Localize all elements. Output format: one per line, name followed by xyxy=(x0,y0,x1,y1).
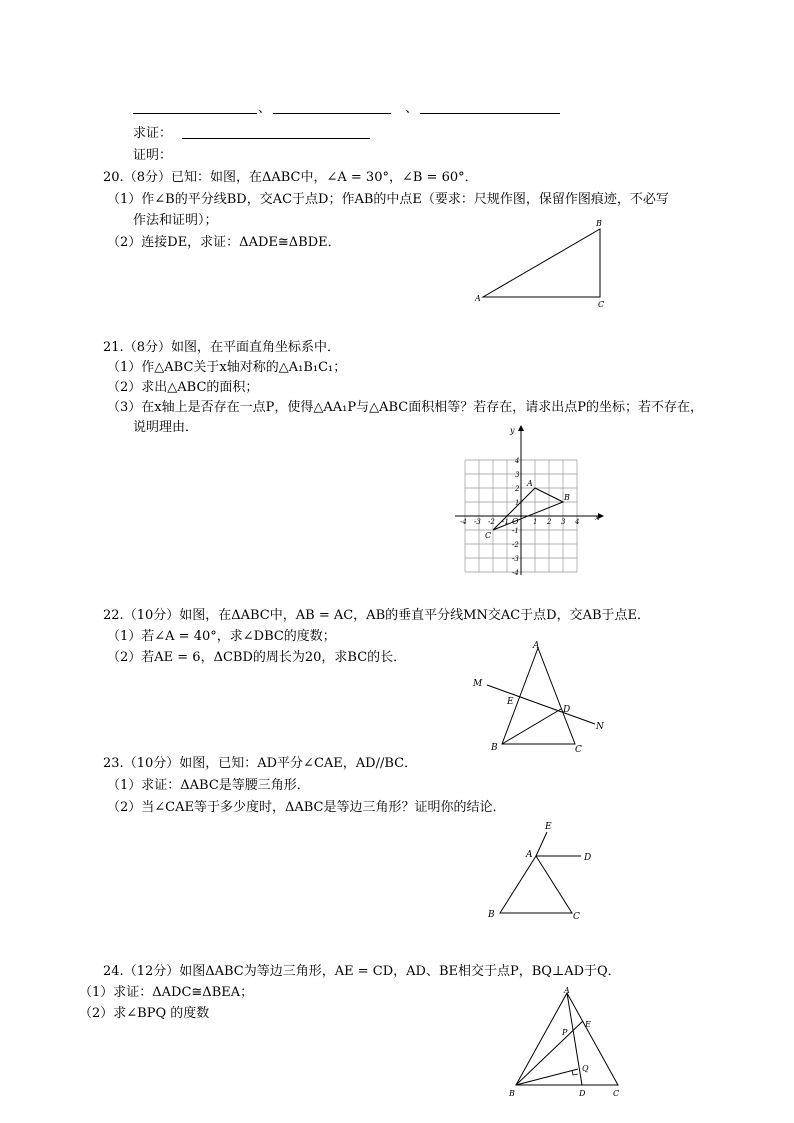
q21-part2: （2）求出△ABC的面积； xyxy=(107,380,259,395)
q22-label-c: C xyxy=(575,745,582,755)
origin-label: O xyxy=(512,517,519,526)
q23-number: 23. xyxy=(103,756,124,771)
q21-label-c: C xyxy=(485,531,492,540)
q22-number: 22. xyxy=(103,608,124,623)
answer-blank-2[interactable] xyxy=(273,113,391,114)
q21-coordinate-grid xyxy=(450,425,610,580)
q20-number: 20. xyxy=(103,170,124,185)
q24-label-e: E xyxy=(585,1020,591,1029)
q24-part2: （2）求∠BPQ 的度数 xyxy=(79,1006,210,1021)
y-tick-label: 3 xyxy=(515,471,520,479)
y-tick-label: -3 xyxy=(512,555,519,563)
q21-part3-cont: 说明理由． xyxy=(133,420,199,435)
x-axis-label: x xyxy=(595,513,600,522)
q20-text: 已知：如图，在ΔABC中，∠A = 30°，∠B = 60°． xyxy=(170,170,478,185)
q22-stem xyxy=(103,608,650,624)
q21-label-b: B xyxy=(564,493,570,502)
qiuzheng-label: 求证： xyxy=(133,126,173,141)
q23-part2: （2）当∠CAE等于多少度时，ΔABC是等边三角形？证明你的结论． xyxy=(107,800,506,815)
q24-figure xyxy=(500,985,635,1105)
answer-blank-3[interactable] xyxy=(420,113,560,114)
x-tick-label: 4 xyxy=(575,518,580,526)
q23-figure xyxy=(480,815,610,925)
grid-tick-labels xyxy=(460,457,579,577)
q20-figure xyxy=(470,215,620,310)
qiuzheng-blank[interactable] xyxy=(182,138,370,139)
q24-label-b: B xyxy=(509,1089,515,1098)
q20-label-a: A xyxy=(475,294,481,303)
q20-part2: （2）连接DE，求证：ΔADE≅ΔBDE． xyxy=(107,235,341,250)
q23-score: （10分） xyxy=(123,756,180,771)
x-tick-label: 1 xyxy=(533,518,538,526)
y-tick-label: -4 xyxy=(512,569,519,577)
q22-triangle xyxy=(502,648,575,744)
q21-part1: （1）作△ABC关于x轴对称的△A₁B₁C₁； xyxy=(107,360,347,375)
q21-stem xyxy=(103,340,340,356)
q20-label-c: C xyxy=(598,300,605,309)
q22-score: （10分） xyxy=(123,608,180,623)
x-tick-label: -4 xyxy=(460,518,467,526)
q22-figure xyxy=(465,638,615,758)
q24-triangle xyxy=(516,993,618,1085)
q23-label-a: A xyxy=(526,850,533,860)
q24-label-p: P xyxy=(562,1028,568,1037)
q21-part3: （3）在x轴上是否存在一点P，使得△AA₁P与△ABC面积相等？若存在，请求出点P的坐标；若不存在， xyxy=(107,400,703,415)
y-axis-arrow xyxy=(518,425,524,431)
q22-line-mn xyxy=(487,685,595,724)
q23-triangle xyxy=(500,856,572,913)
q24-number: 24. xyxy=(103,964,124,979)
q24-line-bq xyxy=(516,1069,578,1085)
q23-label-e: E xyxy=(545,822,552,832)
q20-triangle xyxy=(483,229,600,297)
q20-part1: （1）作∠B的平分线BD，交AC于点D；作AB的中点E（要求：尺规作图，保留作图痕迹，不必写 xyxy=(107,192,669,207)
q24-part1: （1）求证：ΔADC≅ΔBEA； xyxy=(79,985,254,1000)
q22-label-n: N xyxy=(596,722,604,732)
q23-part1: （1）求证：ΔABC是等腰三角形． xyxy=(107,778,310,793)
q24-label-d: D xyxy=(579,1089,586,1098)
q20-label-b: B xyxy=(596,219,602,228)
x-tick-label: -3 xyxy=(474,518,481,526)
q20-part1-cont: 作法和证明）； xyxy=(133,213,218,228)
q20-stem xyxy=(103,170,478,186)
q24-stem xyxy=(103,964,621,980)
q22-text: 如图，在ΔABC中，AB = AC，AB的垂直平分线MN交AC于点D，交AB于点E． xyxy=(179,608,651,623)
q24-text: 如图ΔABC为等边三角形，AE = CD，AD、BE相交于点P，BQ⊥AD于Q． xyxy=(179,964,621,979)
q22-label-e: E xyxy=(507,697,514,707)
q22-part2: （2）若AE = 6，ΔCBD的周长为20，求BC的长． xyxy=(107,650,407,665)
y-axis-label: y xyxy=(510,426,515,435)
separator-1: 、 xyxy=(258,101,272,116)
q22-label-b: B xyxy=(491,743,498,753)
separator-2: 、 xyxy=(405,101,419,116)
y-tick-label: -1 xyxy=(512,527,519,535)
x-tick-label: -2 xyxy=(488,518,495,526)
q21-number: 21. xyxy=(103,340,124,355)
q22-label-d: D xyxy=(563,705,571,715)
q23-label-d: D xyxy=(584,853,592,863)
q24-score: （12分） xyxy=(123,964,180,979)
q21-text: 如图，在平面直角坐标系中． xyxy=(170,340,340,355)
q21-score: （8分） xyxy=(123,340,171,355)
q23-label-b: B xyxy=(488,910,495,920)
x-tick-label: 2 xyxy=(547,518,552,526)
q22-part1: （1）若∠A = 40°，求∠DBC的度数； xyxy=(107,629,336,644)
q23-line-ae xyxy=(536,832,547,856)
x-tick-label: -1 xyxy=(502,518,509,526)
y-tick-label: 2 xyxy=(515,485,520,493)
q24-label-q: Q xyxy=(582,1064,589,1073)
q22-line-bd xyxy=(502,709,561,744)
y-tick-label: 1 xyxy=(515,499,520,507)
y-tick-label: -2 xyxy=(512,541,519,549)
q22-label-m: M xyxy=(473,679,483,689)
q22-label-a: A xyxy=(533,641,540,651)
q23-text: 如图，已知：AD平分∠CAE，AD//BC． xyxy=(179,756,418,771)
q23-stem xyxy=(103,756,417,772)
q24-label-c: C xyxy=(613,1089,620,1098)
q20-score: （8分） xyxy=(123,170,171,185)
q21-label-a: A xyxy=(527,479,533,488)
zhengming-label: 证明： xyxy=(133,148,173,163)
answer-blank-1[interactable] xyxy=(133,113,257,114)
x-tick-label: 3 xyxy=(561,518,566,526)
q24-label-a: A xyxy=(564,986,570,995)
q23-label-c: C xyxy=(573,912,580,922)
y-tick-label: 4 xyxy=(515,457,520,465)
